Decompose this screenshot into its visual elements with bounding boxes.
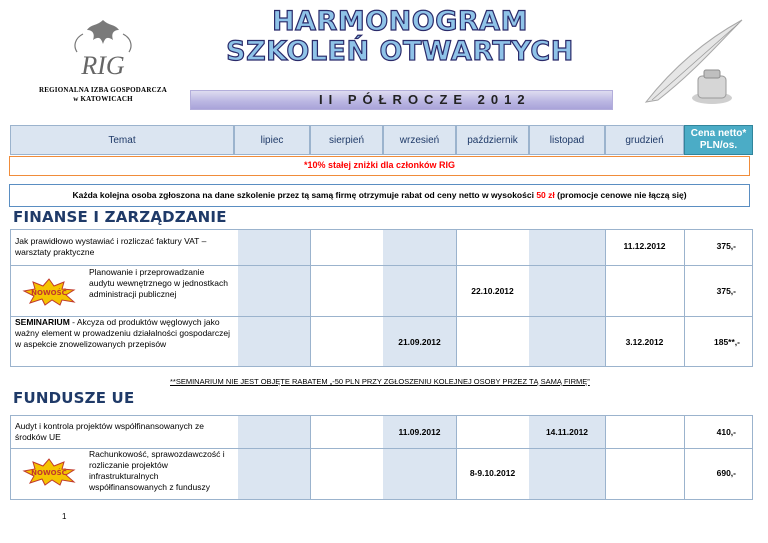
seminar-label: SEMINARIUM [15, 317, 70, 327]
date-excise-december: 3.12.2012 [625, 337, 664, 347]
col-november [529, 230, 605, 366]
promo-notice-text: Każda kolejna osoba zgłoszona na dane szkolenie przez tą samą firmę otrzymuje rabat od ceny netto w wysokości [72, 190, 537, 200]
section-title-finance: FINANSE I ZARZĄDZANIE [13, 208, 227, 226]
date-internal-audit: 22.10.2012 [471, 286, 514, 296]
date-excise-september: 21.09.2012 [398, 337, 441, 347]
topic-excise-seminar [15, 317, 233, 350]
org-name-line1: REGIONALNA IZBA GOSPODARCZA [39, 86, 167, 94]
row-divider [10, 265, 753, 266]
col-divider [456, 416, 457, 499]
promo-amount: 50 zł [536, 190, 555, 200]
price-eu-audit: 410,- [716, 427, 736, 437]
rig-logo [28, 16, 178, 108]
header-month-july: lipiec [234, 125, 310, 155]
member-discount-note: *10% stałej zniżki dla członków RIG [9, 156, 750, 176]
col-divider [310, 416, 311, 499]
seminar-topic: - Akcyza od produktów węglowych jako ważny element w prowadzeniu działalności gospodarczej w aspekcie znowelizowanych przepisów [15, 317, 230, 349]
seminar-footnote: **SEMINARIUM NIE JEST OBJĘTE RABATEM „-50 PLN PRZY ZGŁOSZENIU KOLEJNEJ OSOBY PRZEZ TĄ SAMĄ FIRMĘ” [170, 377, 590, 386]
new-badge-label: NOWOŚĆ [31, 469, 67, 477]
col-divider [456, 230, 457, 366]
header-month-december: grudzień [605, 125, 684, 155]
promo-notice-suffix: (promocje cenowe nie łączą się) [554, 190, 687, 200]
new-badge-label: NOWOŚĆ [31, 289, 67, 297]
col-july [238, 230, 310, 366]
date-eu-audit-september: 11.09.2012 [398, 427, 441, 437]
col-divider [605, 416, 606, 499]
price-vat-invoices: 375,- [716, 241, 736, 251]
header-price: Cena netto* PLN/os. [684, 125, 753, 155]
col-divider [310, 230, 311, 366]
topic-eu-accounting: Rachunkowość, sprawozdawczość i rozliczanie projektów infrastrukturalnych współfinansowanych z funduszy [89, 449, 225, 492]
header-month-september: wrzesień [383, 125, 456, 155]
section-title-eu-funds: FUNDUSZE UE [13, 389, 135, 407]
header-topic: Temat [10, 125, 234, 155]
date-eu-audit-november: 14.11.2012 [545, 427, 589, 437]
org-name-line2: w KATOWICACH [73, 95, 133, 103]
col-july [238, 416, 310, 499]
date-vat-invoices: 11.12.2012 [623, 241, 666, 251]
promo-notice [9, 184, 750, 207]
topic-vat-invoices: Jak prawidłowo wystawiać i rozliczać faktury VAT – warsztaty praktyczne [15, 236, 207, 257]
title-line1: HARMONOGRAM [272, 6, 528, 37]
quill-inkwell-icon [638, 14, 748, 109]
header-month-november: listopad [529, 125, 605, 155]
topic-eu-audit: Audyt i kontrola projektów współfinansowanych ze środków UE [15, 421, 204, 442]
topic-internal-audit: Planowanie i przeprowadzanie audytu wewnętrznego w jednostkach administracji publicznej [89, 267, 228, 299]
svg-text:RIG: RIG [81, 51, 125, 80]
new-starburst-icon [22, 278, 76, 306]
eagle-monogram-icon [53, 16, 153, 86]
title-line2: SZKOLEŃ OTWARTYCH [226, 36, 574, 67]
price-internal-audit: 375,- [716, 286, 736, 296]
price-eu-accounting: 690,- [716, 468, 736, 478]
page-number: 1 [62, 512, 67, 521]
header-month-august: sierpień [310, 125, 383, 155]
page-title [200, 6, 600, 66]
price-excise-seminar: 185**,- [714, 337, 740, 347]
header-month-october: październik [456, 125, 529, 155]
period-banner: II PÓŁROCZE 2012 [190, 90, 613, 110]
new-starburst-icon [22, 458, 76, 486]
date-eu-accounting: 8-9.10.2012 [469, 468, 516, 478]
